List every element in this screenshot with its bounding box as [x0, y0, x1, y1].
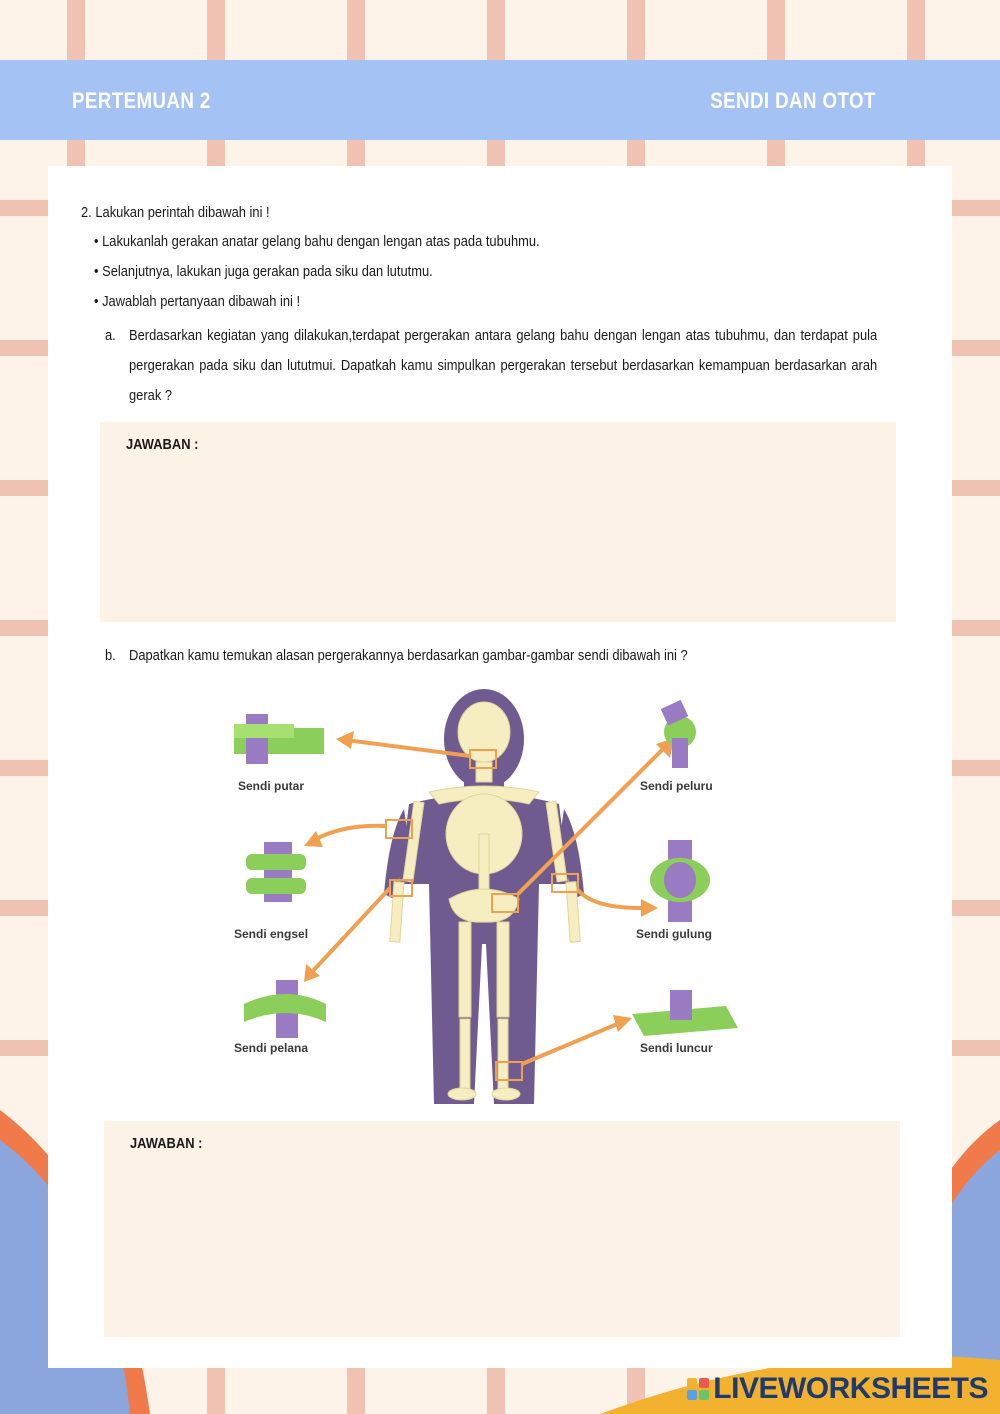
liveworksheets-logo[interactable]	[687, 1372, 988, 1406]
label-sendi-pelana: Sendi pelana	[234, 1041, 309, 1055]
worksheet-panel	[48, 166, 952, 1368]
instruction-bullet-2: • Selanjutnya, lakukan juga gerakan pada siku dan lututmu.	[94, 263, 433, 280]
header-band	[0, 60, 1000, 140]
arrow-luncur	[522, 1022, 622, 1064]
label-sendi-putar: Sendi putar	[238, 779, 305, 793]
part-b-label: b.	[105, 647, 116, 664]
sendi-putar-icon	[234, 714, 324, 764]
logo-text: LIVEWORKSHEETS	[713, 1372, 988, 1405]
part-a-label: a.	[105, 327, 116, 344]
sendi-gulung-icon	[650, 840, 710, 922]
skeleton	[390, 702, 580, 1100]
answer-b-label: JAWABAN :	[130, 1135, 203, 1152]
label-sendi-peluru: Sendi peluru	[640, 779, 713, 793]
sendi-peluru-icon	[661, 700, 696, 768]
sendi-luncur-icon	[632, 990, 738, 1036]
instruction-bullet-3: • Jawablah pertanyaan dibawah ini !	[94, 293, 301, 310]
answer-a-label: JAWABAN :	[126, 436, 199, 453]
label-sendi-luncur: Sendi luncur	[640, 1041, 713, 1055]
arrow-pelana	[312, 888, 390, 972]
answer-box-a[interactable]	[100, 422, 896, 622]
arrow-gulung	[578, 890, 646, 908]
logo-blocks-icon	[687, 1378, 709, 1400]
label-sendi-gulung: Sendi gulung	[636, 927, 712, 941]
arrow-engsel	[314, 826, 386, 840]
label-sendi-engsel: Sendi engsel	[234, 927, 309, 941]
meeting-title: PERTEMUAN 2	[72, 88, 211, 113]
part-a-question: Berdasarkan kegiatan yang dilakukan,terdapat pergerakan antara gelang bahu dengan lengan atas tubuhmu, dan terdapat pula pergerakan pada siku dan lututmui. Dapatkah kamu simpulkan pergerakan tersebut berdasarkan kemampuan berdasarkan arah gerak ?	[129, 327, 878, 404]
instruction-bullet-1: • Lakukanlah gerakan anatar gelang bahu dengan lengan atas pada tubuhmu.	[94, 233, 540, 250]
topic-title: SENDI DAN OTOT	[710, 88, 876, 113]
sendi-engsel-icon	[246, 842, 306, 902]
answer-box-b[interactable]	[104, 1121, 900, 1337]
part-b-question: Dapatkan kamu temukan alasan pergerakannya berdasarkan gambar-gambar sendi dibawah ini ?	[129, 647, 688, 664]
joint-types-figure	[194, 684, 754, 1104]
sendi-pelana-icon	[244, 980, 326, 1038]
question-heading: 2. Lakukan perintah dibawah ini !	[81, 204, 270, 221]
